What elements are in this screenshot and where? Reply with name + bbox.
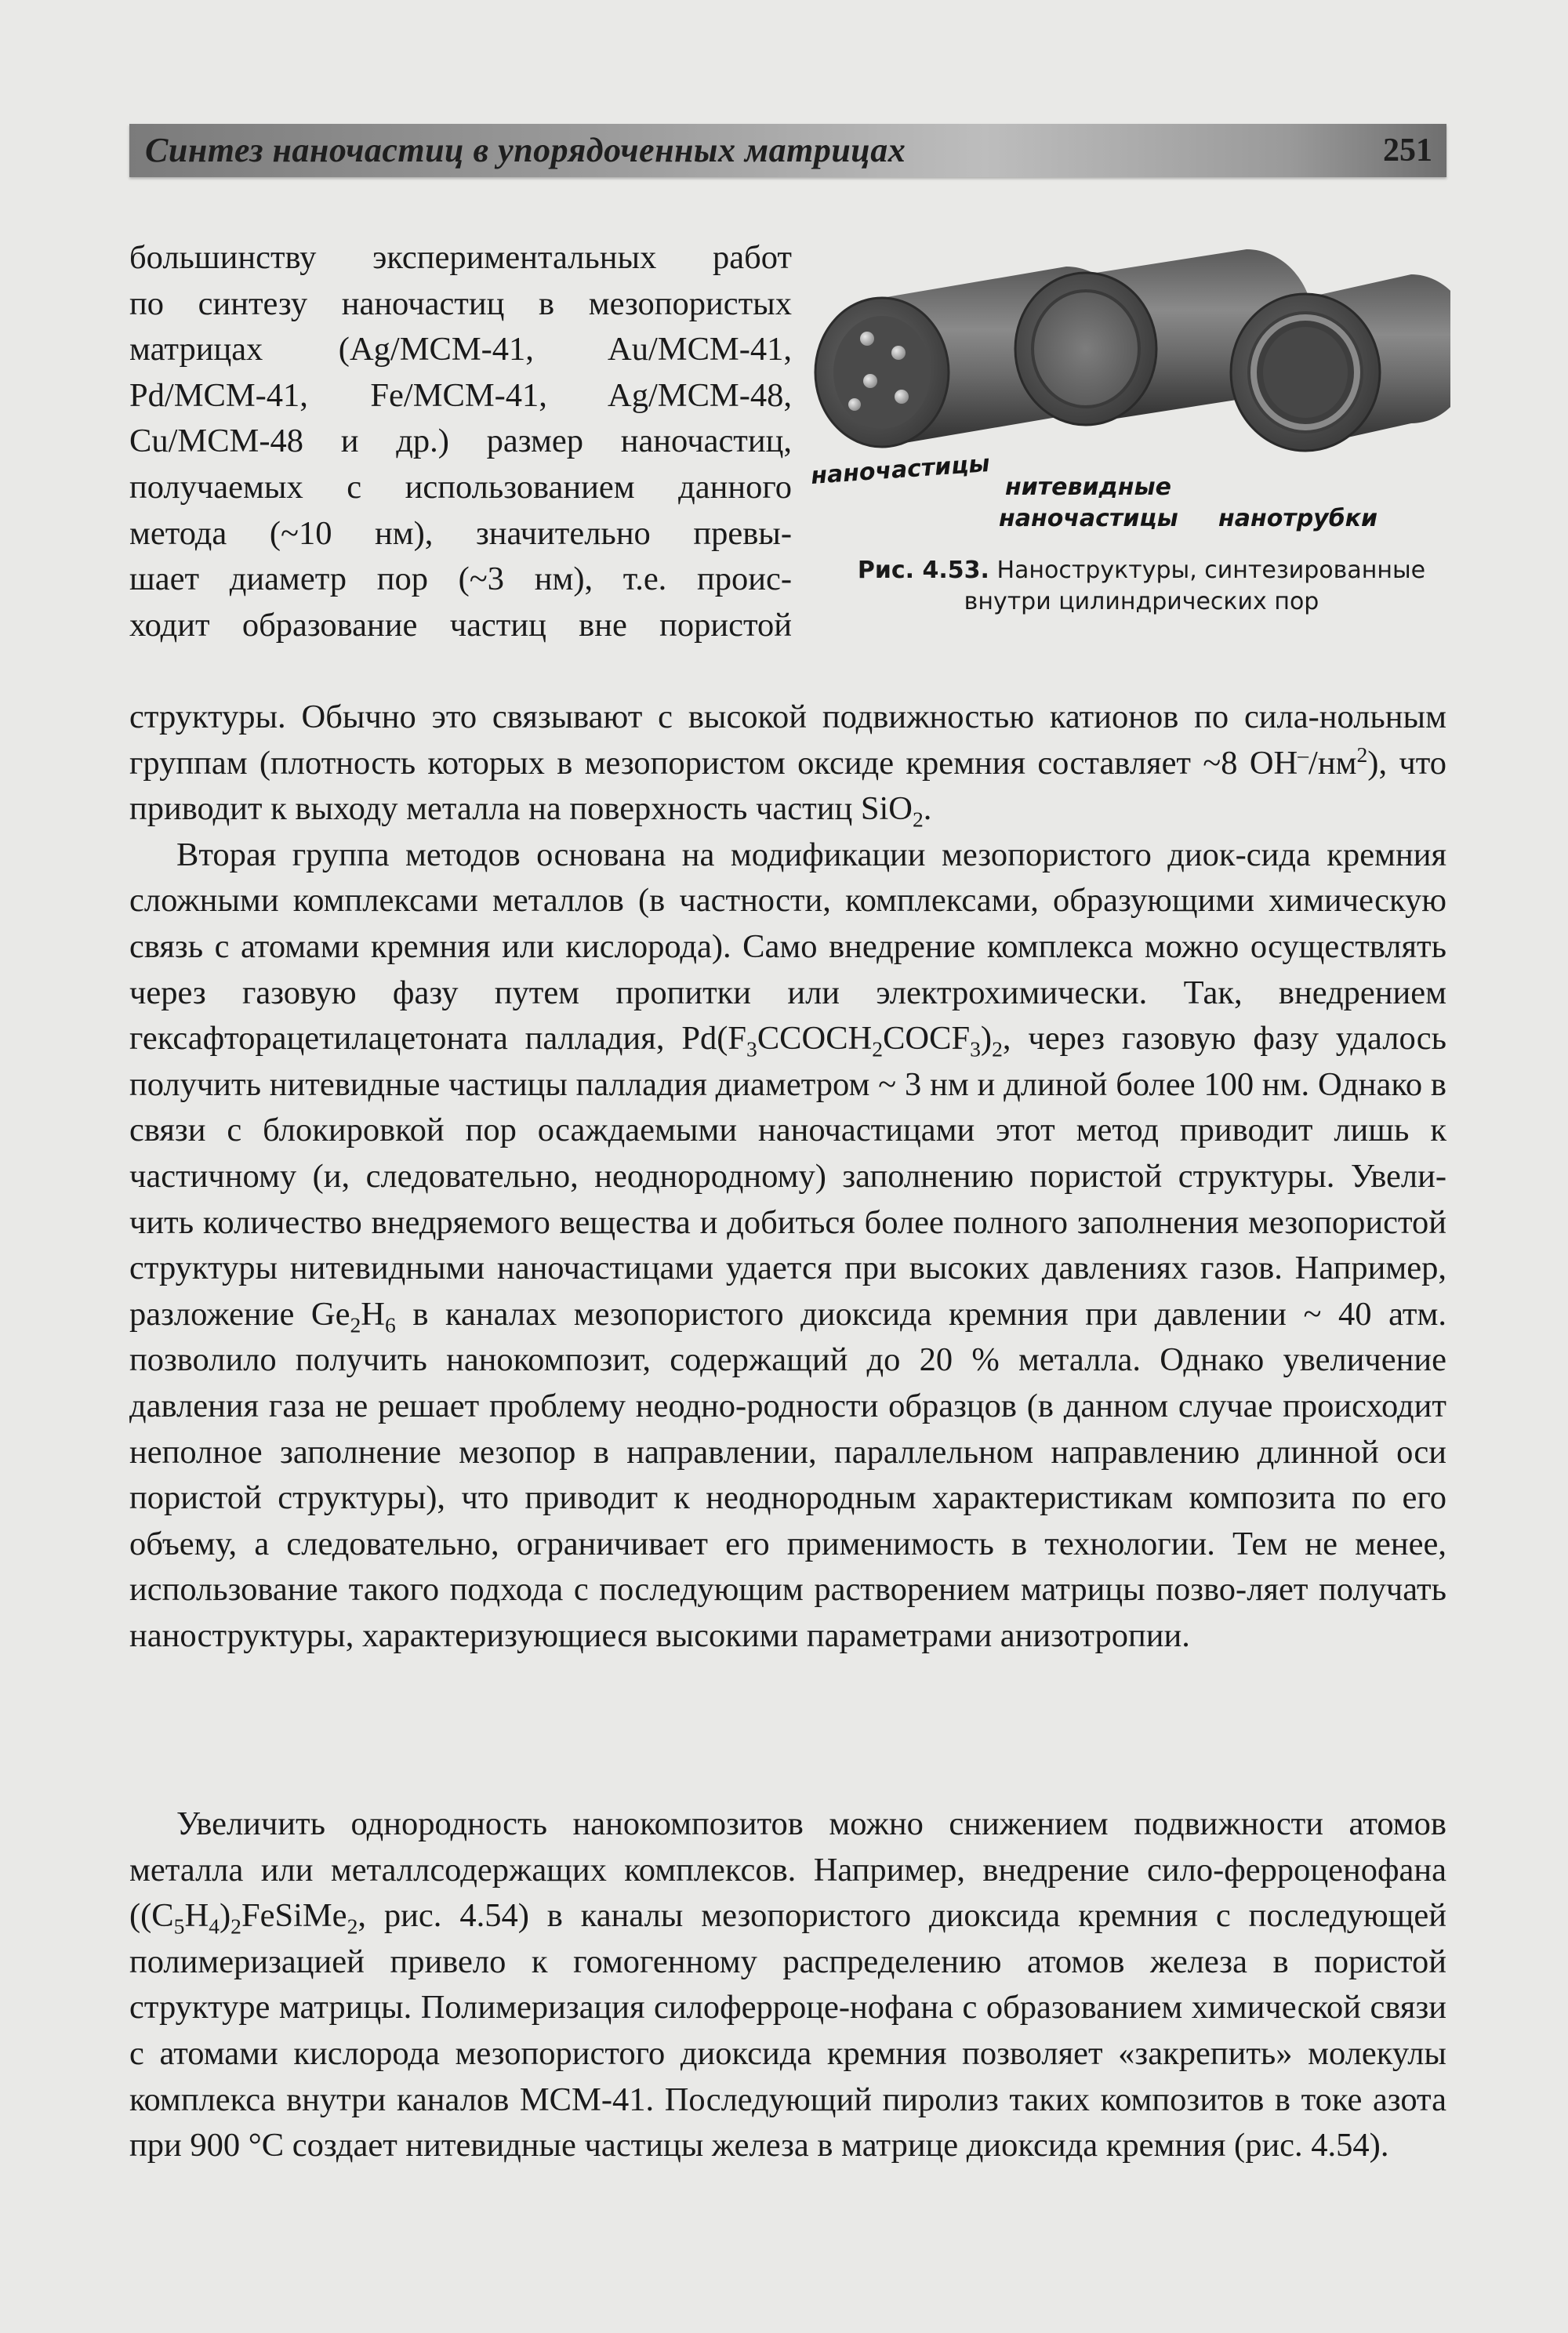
subscript: 2 <box>347 1914 358 1939</box>
subscript: 5 <box>173 1914 185 1939</box>
figure-caption <box>820 555 1463 618</box>
text-line: Pd/MCM-41, Fe/MCM-41, Ag/MCM-48, <box>129 376 792 414</box>
text-run: в каналах мезопористого диоксида кремния при давлении ~ 40 атм. позволило получить нанокомпозит, содержащий до 20 % металла. Однако увеличение давления газа не решает проблему неодно-родности образцов (в данном случае происходит неполное заполнение мезопор в направлении, параллельном направлению длинной оси пористой структуры), что приводит к неоднородным характеристикам композита по его объему, а следовательно, ограничивает его применимость в технологии. Тем не менее, использование такого подхода с последующим растворением матрицы позво-ляет получать наноструктуры, характеризующиеся высокими параметрами анизотропии. <box>129 1295 1446 1654</box>
text-line: получаемых с использованием данного <box>129 468 792 506</box>
label-nanoparticles: наночастицы <box>810 450 991 490</box>
subscript: 3 <box>746 1036 757 1061</box>
label-nanotubes: нанотрубки <box>1218 505 1378 532</box>
label-filamentary-2: наночастицы <box>999 505 1178 532</box>
paragraph-1 <box>129 695 1446 833</box>
text-run: H <box>361 1295 385 1333</box>
text-run: ) <box>980 1020 993 1058</box>
text-line: большинству экспериментальных работ <box>129 239 792 276</box>
subscript: 4 <box>209 1914 220 1939</box>
main-text-2 <box>129 1801 1446 2169</box>
superscript: 2 <box>1356 742 1368 767</box>
text-run: ) <box>219 1897 231 1935</box>
text-run: , рис. 4.54) в каналы мезопористого диоксида кремния с последующей полимеризацией привело к гомогенному распределению атомов железа в пористой структуре матрицы. Полимеризация силоферроце-нофана с образованием химической связи с атомами кислорода мезопористого диоксида кремния позволяет «закрепить» молекулы комплекса внутри каналов MCM-41. Последующий пиролиз таких композитов в токе азота при 900 °C создает нитевидные частицы железа в матрице диоксида кремния (рис. 4.54). <box>129 1897 1446 2164</box>
text-run: COCF <box>883 1020 971 1058</box>
text-run: Увеличить однородность нанокомпозитов можно снижением подвижности атомов металла или металлсодержащих комплексов. Например, внедрение сило-ферроценофана ((C <box>129 1805 1446 1935</box>
main-text <box>129 695 1446 1659</box>
caption-number: Рис. 4.53. <box>857 557 989 584</box>
text-line: Cu/MCM-48 и др.) размер наночастиц, <box>129 423 792 460</box>
text-line: шает диаметр пор (~3 нм), т.е. проис- <box>129 561 792 598</box>
text-line: метода (~10 нм), значительно превы- <box>129 514 792 552</box>
subscript: 2 <box>992 1036 1003 1061</box>
running-header <box>129 124 1446 177</box>
running-header-title: Синтез наночастиц в упорядоченных матрицах <box>145 131 906 169</box>
subscript: 2 <box>230 1914 241 1939</box>
caption-text-1: Наноструктуры, синтезированные <box>996 557 1426 584</box>
page-number: 251 <box>1383 132 1432 169</box>
subscript: 6 <box>384 1312 396 1337</box>
text-line: матрицах (Ag/MCM-41, Au/MCM-41, <box>129 331 792 368</box>
text-run: /нм <box>1308 744 1357 782</box>
text-line: по синтезу наночастиц в мезопористых <box>129 285 792 322</box>
label-filamentary-1: нитевидные <box>1005 473 1171 501</box>
text-run: CCOCH <box>757 1020 873 1058</box>
text-run: ), что приводит к выходу металла на поверхность частиц SiO <box>129 744 1446 828</box>
caption-text-2: внутри цилиндрических пор <box>964 588 1319 615</box>
text-line: ходит образование частиц вне пористой <box>129 606 792 644</box>
text-run: структуры. Обычно это связывают с высокой подвижностью катионов по сила-нольным группам (плотность которых в мезопористом оксиде кремния составляет ~8 OH <box>129 698 1446 782</box>
text-run: Вторая группа методов основана на модификации мезопористого диок-сида кремния сложными комплексами металлов (в частности, комплексами, образующими химическую связь с атомами кремния или кислорода). Само внедрение комплекса можно осуществлять через газовую фазу путем пропитки или электрохимически. Так, внедрением гексафторацетилацетоната палладия, Pd(F <box>129 836 1446 1058</box>
superscript: – <box>1298 742 1309 767</box>
subscript: 2 <box>912 807 924 832</box>
subscript: 2 <box>350 1312 361 1337</box>
text-run: H <box>184 1897 209 1935</box>
text-run: , через газовую фазу удалось получить нитевидные частицы палладия диаметром ~ 3 нм и длиной более 100 нм. Однако в связи с блокировкой пор осаждаемыми наночастицами этот метод приводит лишь к частичному (и, следовательно, неоднородному) заполнению пористой структуры. Увели-чить количество внедряемого вещества и добиться более полного заполнения мезопористой структуры нитевидными наночастицами удается при высоких давлениях газов. Например, разложение Ge <box>129 1020 1446 1333</box>
paragraph-3 <box>129 1801 1446 2169</box>
lead-paragraph <box>129 235 792 648</box>
text-run: . <box>923 790 932 828</box>
text-run: FeSiMe <box>241 1897 347 1935</box>
subscript: 2 <box>872 1036 884 1061</box>
subscript: 3 <box>970 1036 981 1061</box>
paragraph-2 <box>129 833 1446 1660</box>
